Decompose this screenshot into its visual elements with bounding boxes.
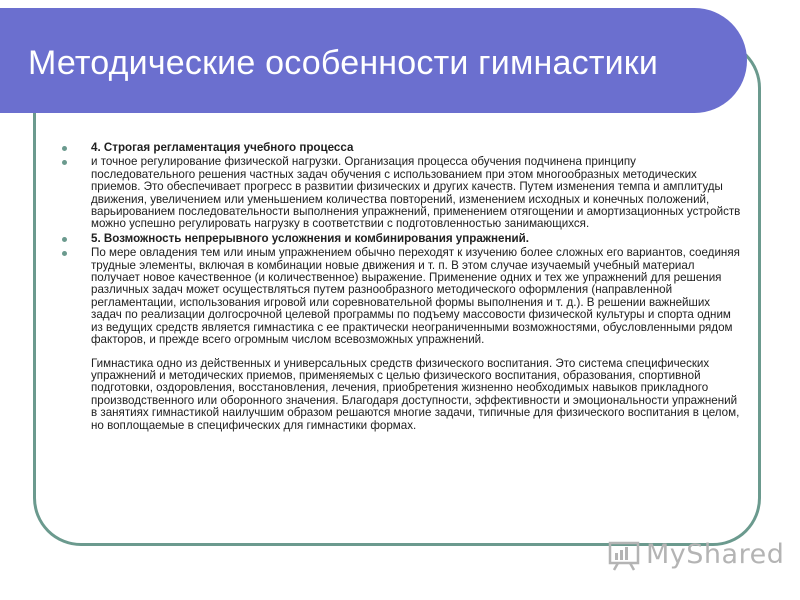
bullet-icon [62,160,67,165]
bullet-text: и точное регулирование физической нагрузки. Организация процесса обучения подчинена принципу последовательного решения частных задач обучения с использованием при этом многообразных методических приемов. Это обеспечивает прогресс в развитии физических и других качеств. Путем изменения темпа и амплитуды движения, увеличением или уменьшением количества повторений, изменением исходных и конечных положений, варьированием последовательности выполнения упражнений, применением отягощении и амортизационных устройств можно успешно регулировать нагрузку в соответствии с подготовленностью занимающихся. [91,155,741,231]
bullet-item [62,156,742,230]
bullet-item [62,142,742,154]
watermark-text: MyShared [646,539,785,570]
bullet-icon [62,146,67,151]
bullet-item [62,233,742,245]
bullet-item [62,247,742,346]
bullet-icon [62,251,67,256]
bullet-text: 4. Строгая регламентация учебного процесса [91,141,354,154]
bullet-text: По мере овладения тем или иным упражнением обычно переходят к изучению более сложных его вариантов, соединяя трудные элементы, включая в комбинации новые движения и т. п. В этом случае изучаемый учебный материал получает новое качественное (и количественное) выражение. Применение одних и тех же упражнений для решения различных задач может осуществляться путем разнообразного методического оформления (направленной регламентации, использования игровой или соревновательной формы выполнения и т. д.). В решении важнейших задач по реализации долгосрочной целевой программы по подъему массовости физической культуры и спорта одним из ведущих средств является гимнастика с ее практически неограниченными возможностями, обусловленными рядом факторов, и прежде всего огромным числом всевозможных упражнений. [91,246,740,347]
title-bar [0,8,747,113]
slide-content [62,142,742,432]
bullet-icon [62,237,67,242]
bullet-text: 5. Возможность непрерывного усложнения и комбинирования упражнений. [91,231,529,245]
slide-title: Методические особенности гимнастики [28,44,659,82]
title-underline [50,115,708,118]
presentation-board-icon [608,541,642,571]
closing-paragraph: Гимнастика одно из действенных и универсальных средств физического воспитания. Это система специфических упражнений и методических приемов, применяемых с целью физического воспитания, образования, спортивной подготовки, оздоровления, восстановления, лечения, приобретения жизненно необходимых навыков прикладного производственного или оборонного значения. Благодаря доступности, эффективности и эмоциональности упражнений в занятиях гимнастикой наилучшим образом решаются многие задачи, типичные для физического воспитания в целом, но воплощаемые в специфических для гимнастики формах. [91,356,740,432]
watermark [608,539,785,573]
